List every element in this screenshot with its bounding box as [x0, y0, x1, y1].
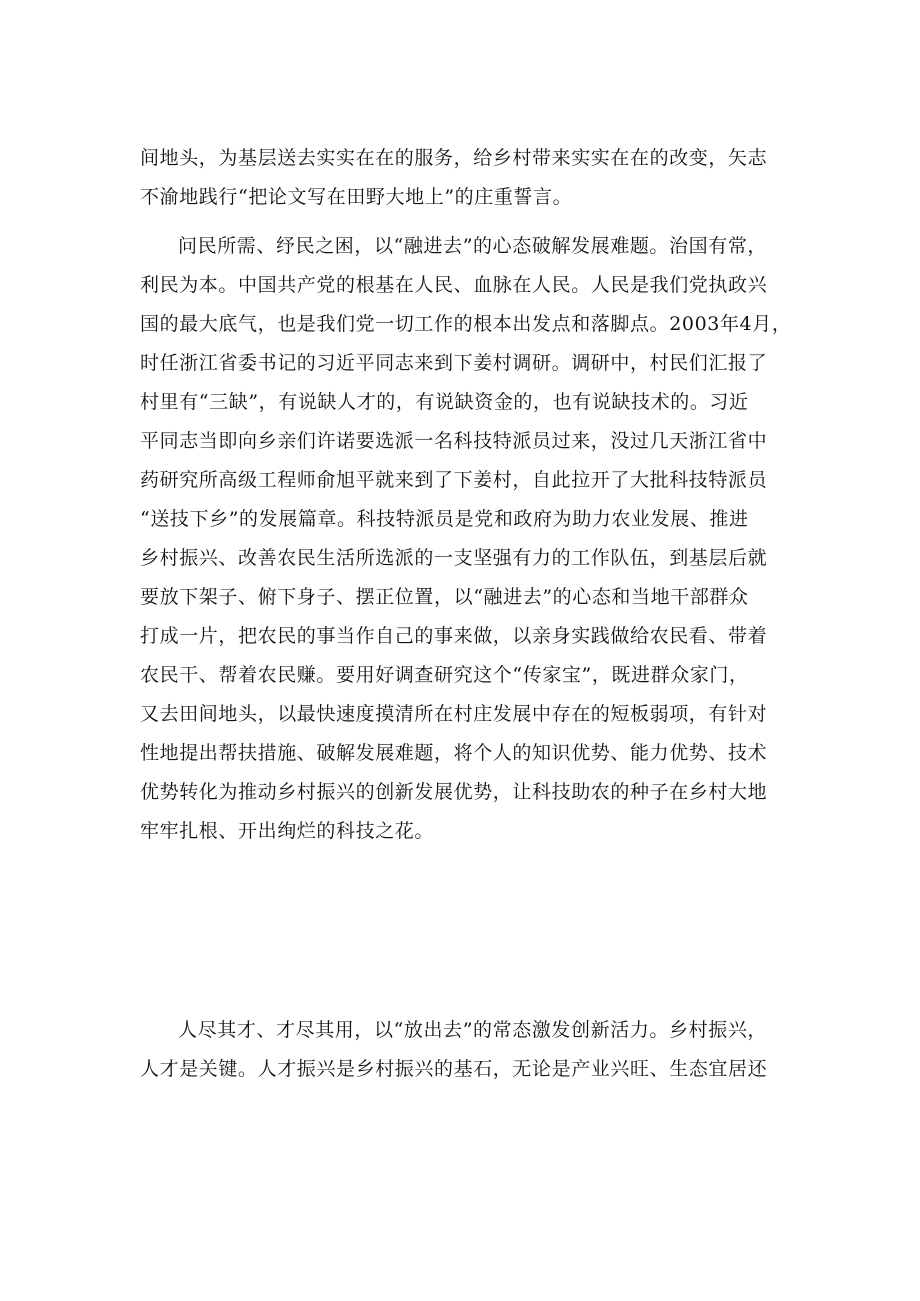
paragraph-line: 又去田间地头，以最快速度摸清所在村庄发展中存在的短板弱项，有针对 — [140, 703, 768, 725]
paragraph-line: “送技下乡”的发展篇章。科技特派员是党和政府为助力农业发展、推进 — [140, 508, 749, 530]
paragraph-line: 平同志当即向乡亲们许诺要选派一名科技特派员过来，没过几天浙江省中 — [140, 430, 768, 452]
paragraph-line: 乡村振兴、改善农民生活所选派的一支坚强有力的工作队伍，到基层后就 — [140, 547, 768, 569]
paragraph-line: 性地提出帮扶措施、破解发展难题，将个人的知识优势、能力优势、技术 — [140, 742, 768, 764]
paragraph-1 — [140, 139, 780, 217]
paragraph-line: 不渝地践行“把论文写在田野大地上”的庄重誓言。 — [140, 186, 573, 208]
paragraph-line: 人才是关键。人才振兴是乡村振兴的基石，无论是产业兴旺、生态宜居还 — [140, 1058, 768, 1080]
paragraph-2 — [140, 227, 792, 851]
paragraph-line: 时任浙江省委书记的习近平同志来到下姜村调研。调研中，村民们汇报了 — [140, 352, 768, 374]
paragraph-line: 优势转化为推动乡村振兴的创新发展优势，让科技助农的种子在乡村大地 — [140, 781, 768, 803]
paragraph-line: 利民为本。中国共产党的根基在人民、血脉在人民。人民是我们党执政兴 — [140, 274, 768, 296]
paragraph-line: 问民所需、纾民之困，以“融进去”的心态破解发展难题。治国有常， — [178, 235, 768, 257]
paragraph-line: 国的最大底气，也是我们党一切工作的根本出发点和落脚点。2003年4月， — [140, 313, 792, 335]
paragraph-line: 要放下架子、俯下身子、摆正位置，以“融进去”的心态和当地干部群众 — [140, 586, 749, 608]
paragraph-line: 间地头，为基层送去实实在在的服务，给乡村带来实实在在的改变，矢志 — [140, 147, 768, 169]
paragraph-line: 打成一片，把农民的事当作自己的事来做，以亲身实践做给农民看、带着 — [140, 625, 768, 647]
paragraph-line: 药研究所高级工程师俞旭平就来到了下姜村，自此拉开了大批科技特派员 — [140, 469, 768, 491]
paragraph-line: 农民干、帮着农民赚。要用好调查研究这个“传家宝”，既进群众家门， — [140, 664, 749, 686]
paragraph-3 — [140, 1011, 780, 1089]
paragraph-line: 人尽其才、才尽其用，以“放出去”的常态激发创新活力。乡村振兴， — [178, 1019, 768, 1041]
paragraph-line: 村里有“三缺”，有说缺人才的，有说缺资金的，也有说缺技术的。习近 — [140, 391, 749, 413]
paragraph-line: 牢牢扎根、开出绚烂的科技之花。 — [140, 820, 435, 842]
